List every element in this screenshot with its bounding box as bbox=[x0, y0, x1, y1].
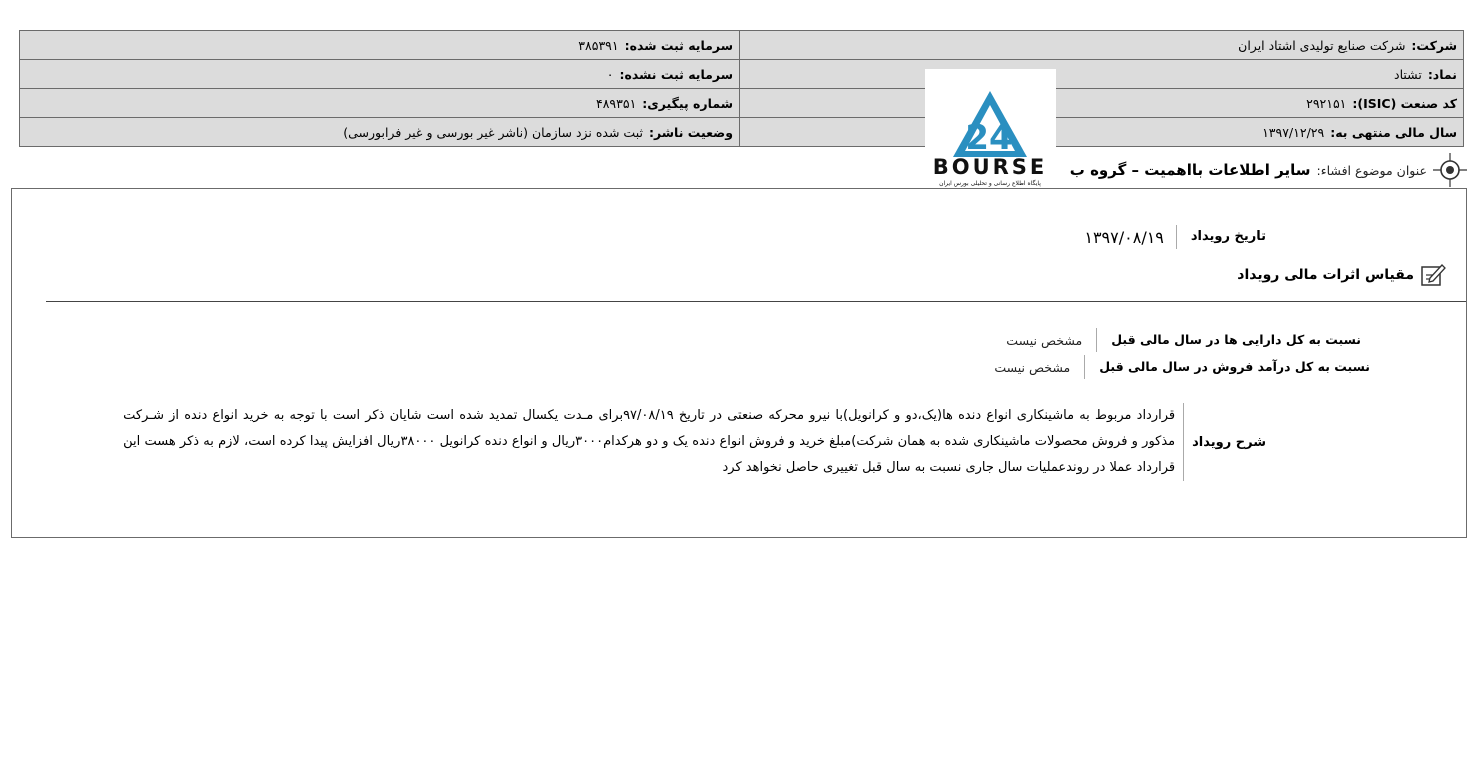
target-icon bbox=[1433, 153, 1467, 187]
event-date-value: ۱۳۹۷/۰۸/۱۹ bbox=[1084, 227, 1164, 247]
company-value: شرکت صنایع تولیدی اشتاد ایران bbox=[1238, 37, 1406, 53]
registered-capital-cell bbox=[20, 31, 740, 60]
isic-value: ۲۹۲۱۵۱ bbox=[1306, 95, 1347, 111]
event-date-label: تاریخ رویداد bbox=[1176, 225, 1266, 249]
company-cell bbox=[740, 31, 1464, 60]
event-panel bbox=[11, 188, 1467, 538]
ratio-sales-label: نسبت به کل درآمد فروش در سال مالی قبل bbox=[1084, 355, 1370, 379]
logo-mark-text: 24 bbox=[965, 118, 1013, 158]
logo-brand-text: BOURSE bbox=[932, 155, 1048, 179]
unregistered-capital-value: ۰ bbox=[606, 66, 614, 82]
logo-tagline-text: پایگاه اطلاع رسانی و تحلیلی بورس ایران bbox=[939, 180, 1041, 187]
event-description-value: قرارداد مربوط به ماشینکاری انواع دنده ها(یک،دو و کرانویل)با نیرو محرکه صنعتی در تاریخ ۹۷/۰۸/۱۹برای مـدت یکسال تمدید شده است شایان ذکر است با توجه به خرید انواع دنده از شـرکت مذکور و فروش محصولات ماشینکاری شده به همان شرکت)مبلغ خرید و فروش انواع دنده یک و دو هرکدام۳۰۰۰ریال و انواع دنده کرانویل ۳۸۰۰۰ریال افزایش پیدا کرده است، لازم به ذکر هست این قرارداد عملا در روندعملیات سال جاری نسبت به سال قبل تغییری حاصل نخواهد کرد bbox=[123, 408, 1176, 475]
tracking-label: شماره پیگیری: bbox=[642, 95, 733, 111]
event-description-row bbox=[123, 403, 1266, 481]
event-description-label: شرح رویداد bbox=[1183, 403, 1266, 481]
section-divider bbox=[46, 301, 1466, 302]
isic-label: کد صنعت (ISIC): bbox=[1352, 95, 1457, 111]
event-date-row bbox=[1084, 225, 1266, 249]
registered-capital-value: ۳۸۵۳۹۱ bbox=[578, 37, 619, 53]
symbol-cell bbox=[740, 60, 1464, 89]
financial-impact-title bbox=[1237, 263, 1446, 287]
disclosure-subject bbox=[1070, 152, 1467, 188]
symbol-label: نماد: bbox=[1427, 66, 1457, 82]
edit-note-icon bbox=[1420, 263, 1446, 287]
bourse24-logo bbox=[925, 69, 1056, 189]
ratio-assets-label: نسبت به کل دارایی ها در سال مالی قبل bbox=[1096, 328, 1361, 352]
fiscal-year-label: سال مالی منتهی به: bbox=[1330, 124, 1457, 140]
ratio-assets-row bbox=[1006, 328, 1361, 352]
ratio-sales-row bbox=[994, 355, 1370, 379]
publisher-status-cell bbox=[20, 118, 740, 147]
unregistered-capital-cell bbox=[20, 60, 740, 89]
fiscal-year-value: ۱۳۹۷/۱۲/۲۹ bbox=[1262, 124, 1325, 140]
subject-label: عنوان موضوع افشاء: bbox=[1316, 162, 1427, 178]
publisher-status-value: ثبت شده نزد سازمان (ناشر غیر بورسی و غیر فرابورسی) bbox=[343, 124, 643, 140]
registered-capital-label: سرمایه ثبت شده: bbox=[624, 37, 733, 53]
logo-mark-icon bbox=[925, 69, 1056, 189]
fiscal-year-cell bbox=[740, 118, 1464, 147]
financial-impact-title-text: مقیاس اثرات مالی رویداد bbox=[1237, 267, 1414, 283]
publisher-status-label: وضعیت ناشر: bbox=[648, 124, 733, 140]
ratio-sales-value: مشخص نیست bbox=[994, 359, 1071, 375]
company-info-table bbox=[19, 30, 1464, 147]
subject-value: سایر اطلاعات بااهمیت – گروه ب bbox=[1069, 161, 1311, 179]
symbol-value: تشتاد bbox=[1394, 66, 1422, 82]
unregistered-capital-label: سرمایه ثبت نشده: bbox=[619, 66, 733, 82]
company-label: شرکت: bbox=[1411, 37, 1457, 53]
ratio-assets-value: مشخص نیست bbox=[1006, 332, 1083, 348]
isic-cell bbox=[740, 89, 1464, 118]
tracking-value: ۴۸۹۳۵۱ bbox=[596, 95, 637, 111]
tracking-cell bbox=[20, 89, 740, 118]
